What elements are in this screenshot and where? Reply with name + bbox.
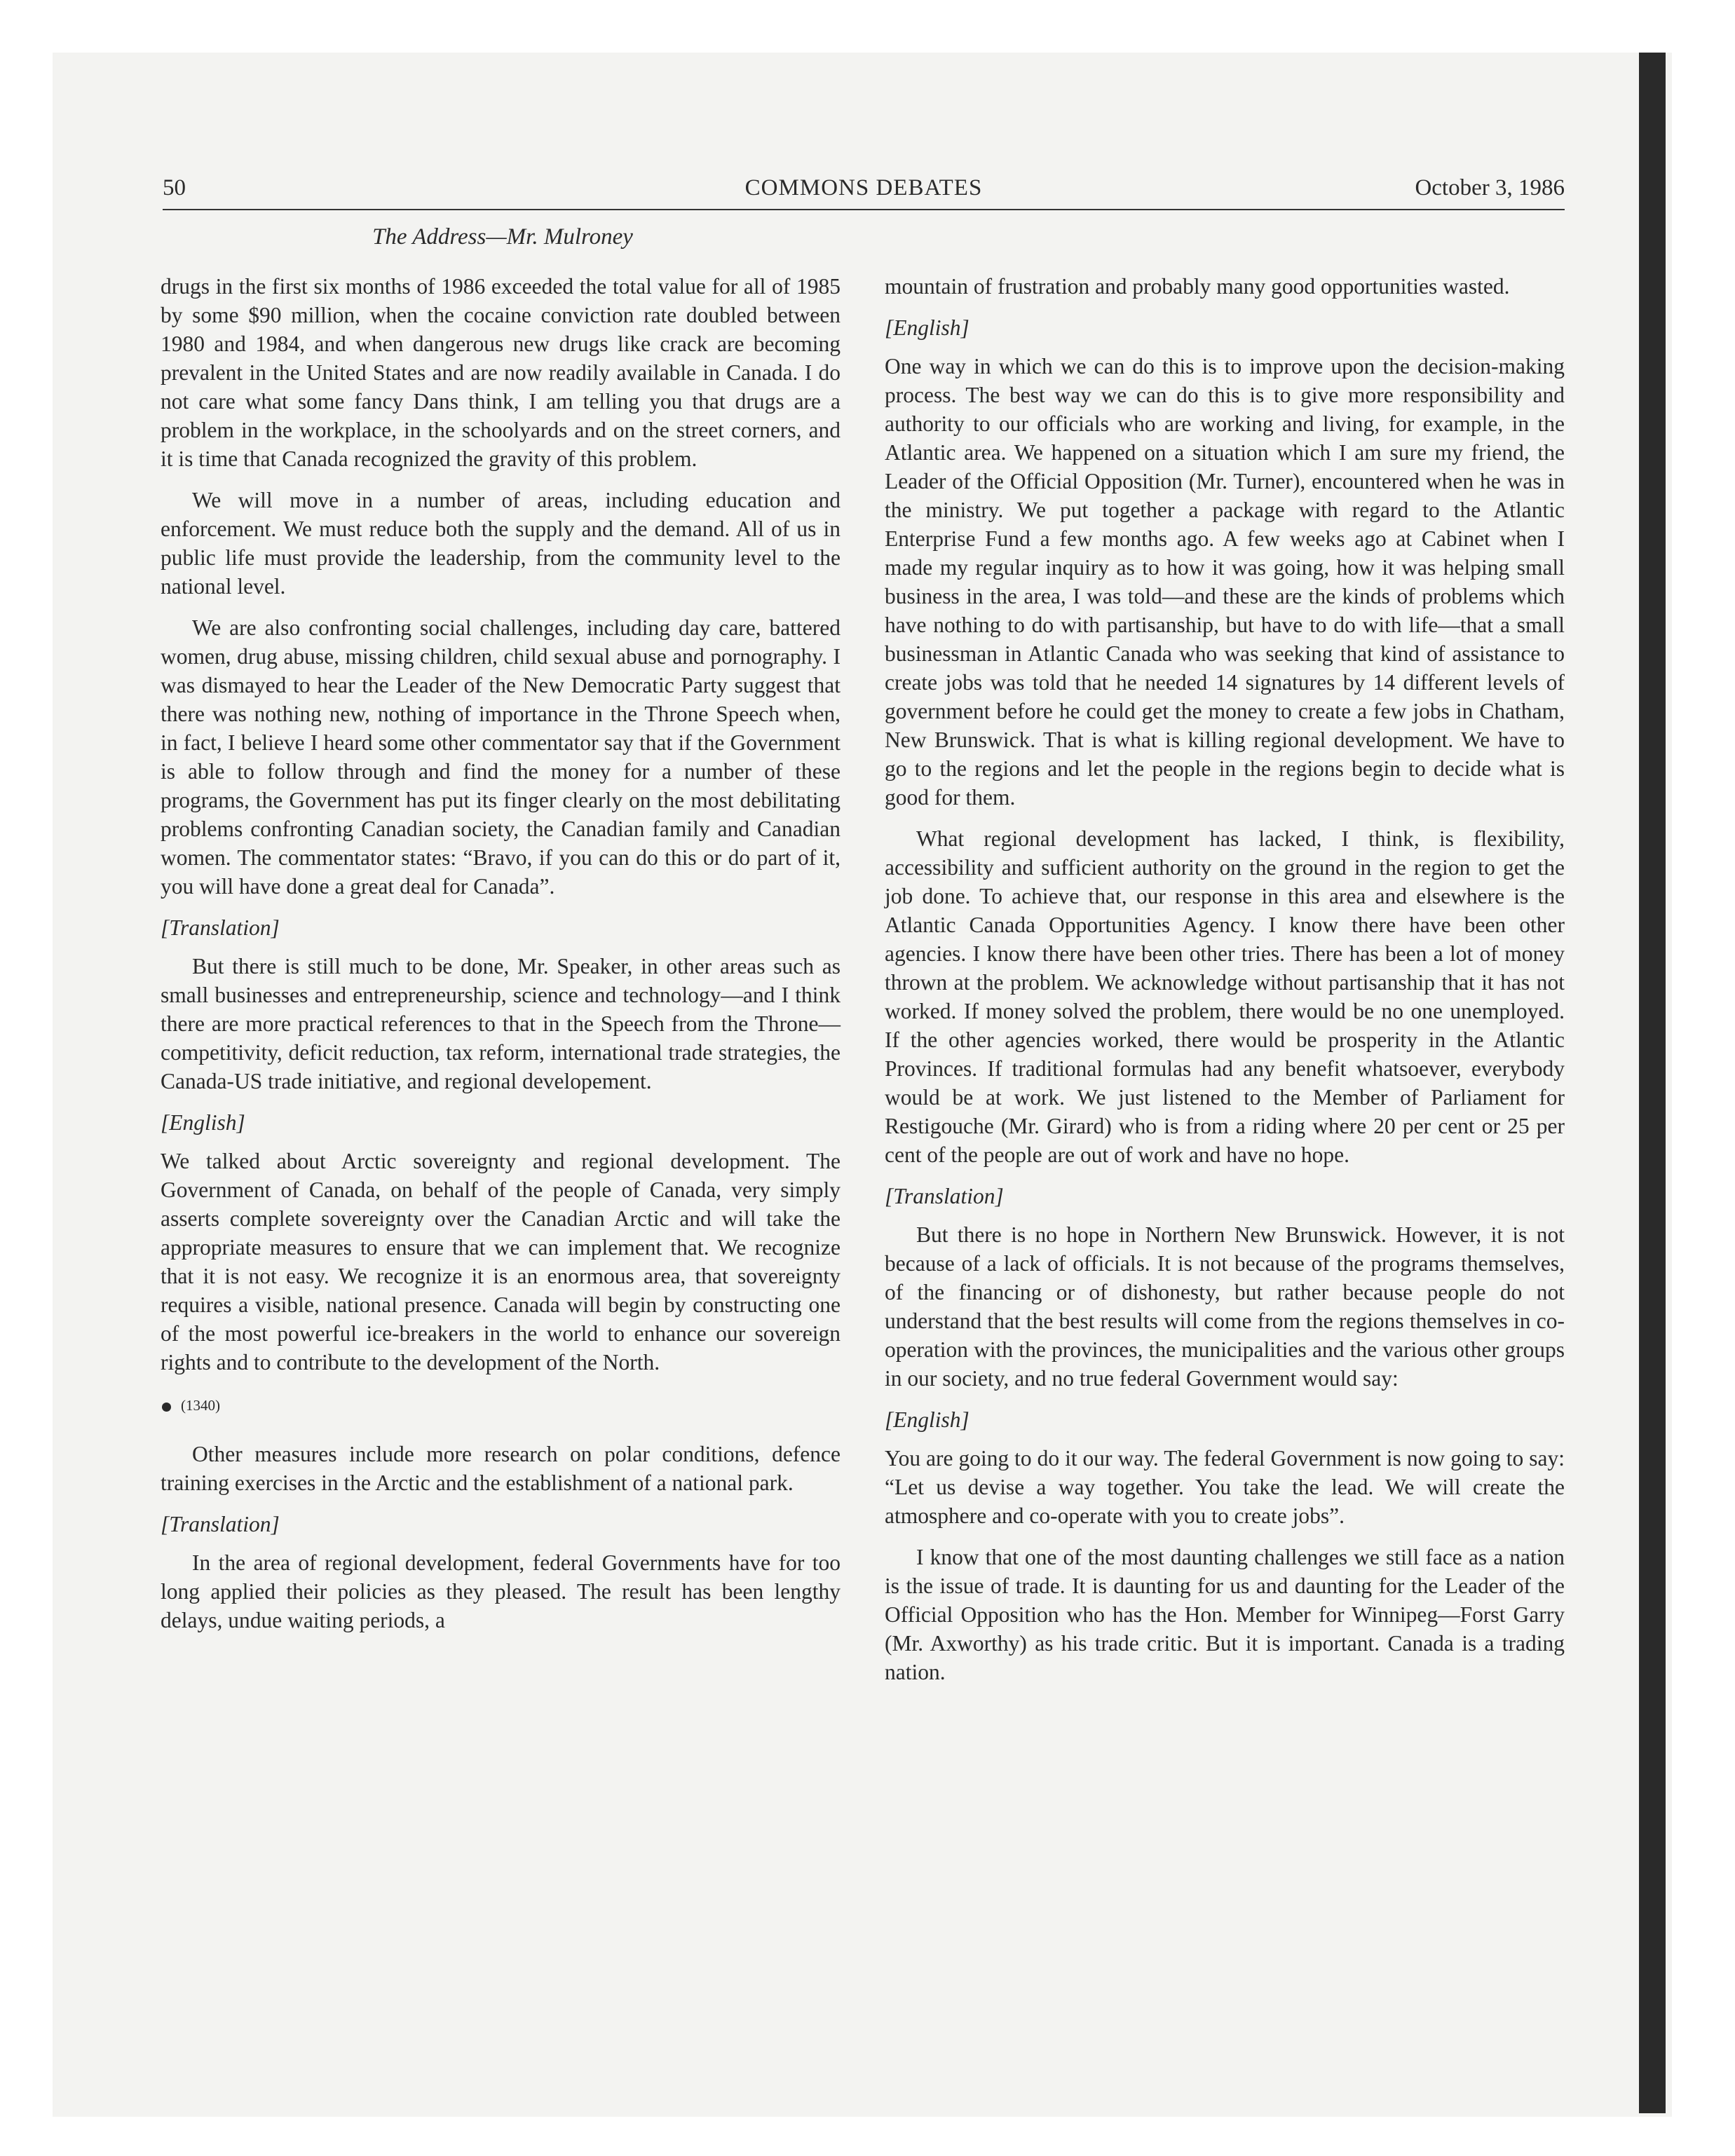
language-marker: [English]	[885, 315, 969, 340]
left-paragraph: Other measures include more research on polar conditions, defence training exercises in the Arctic and the establishment of a national park.	[161, 1442, 841, 1495]
running-head: The Address—Mr. Mulroney	[372, 224, 633, 250]
left-column	[161, 272, 841, 1647]
right-paragraph: One way in which we can do this is to improve upon the decision-making process. The best way we can do this is to give more responsibility and authority to our officials who are working and living, for example, in the Atlantic area. We happened on a situation which I am sure my friend, the Leader of the Official Opposition (Mr. Turner), encountered when he was in the ministry. We put together a package with regard to the Atlantic Enterprise Fund a few months ago. A few weeks ago at Cabinet when I made my regular inquiry as to how it was going, how it was helping small business in the area, I was told—and these are the kinds of problems which have nothing to do with partisanship, but have to do with life—that a small businessman in Atlantic Canada who was seeking that kind of assistance to create jobs was told that he needed 14 signatures by 14 different levels of government before he could get the money to create a few jobs in Chatham, New Brunswick. That is what is killing regional development. We have to go to the regions and let the people in the regions begin to decide what is good for them.	[885, 354, 1565, 810]
page-header	[163, 175, 1565, 212]
binding-edge	[1639, 53, 1666, 2113]
language-marker: [Translation]	[161, 1512, 280, 1536]
right-column	[885, 272, 1565, 1699]
language-marker: [Translation]	[885, 1184, 1004, 1208]
time-stamp	[161, 1395, 841, 1416]
page-date: October 3, 1986	[1415, 175, 1565, 200]
left-paragraph: We talked about Arctic sovereignty and regional development. The Government of Canada, on behalf of the people of Canada, very simply asserts complete sovereignty over the Canadian Arctic and will take the appropriate measures to ensure that we can implement that. We recognize that it is not easy. We recognize it is an enormous area, that sovereignty requires a visible, national presence. Canada will begin by constructing one of the most powerful ice-breakers in the world to enhance our sovereign rights and to contribute to the development of the North.	[161, 1149, 841, 1374]
publication-title: COMMONS DEBATES	[744, 175, 983, 200]
left-paragraph: We are also confronting social challenges, including day care, battered women, drug abuse, missing children, child sexual abuse and pornography. I was dismayed to hear the Leader of the New Democratic Party suggest that there was nothing new, nothing of importance in the Throne Speech when, in fact, I believe I heard some other commentator say that if the Government is able to follow through and find the money for a number of these programs, the Government has put its finger clearly on the most debilitating problems confronting Canadian society, the Canadian family and Canadian women. The commentator states: “Bravo, if you can do this or do part of it, you will have done a great deal for Canada”.	[161, 615, 841, 899]
language-marker: [English]	[885, 1407, 969, 1432]
language-marker: [Translation]	[161, 915, 280, 940]
left-paragraph: But there is still much to be done, Mr. Speaker, in other areas such as small businesses and entrepreneurship, science and technology—and I think there are more practical references to that in the Speech from the Throne—competitivity, deficit reduction, tax reform, international trade strategies, the Canada-US trade initiative, and regional developement.	[161, 954, 841, 1093]
page-number: 50	[163, 175, 186, 200]
right-paragraph: But there is no hope in Northern New Brunswick. However, it is not because of a lack of officials. It is not because of the programs themselves, of the financing or of dishonesty, but rather because people do not understand that the best results will come from the regions themselves in co-operation with the provinces, the municipalities and the various other groups in our society, and no true federal Government would say:	[885, 1222, 1565, 1391]
right-paragraph: What regional development has lacked, I think, is flexibility, accessibility and sufficient authority on the ground in the region to get the job done. To achieve that, our response in this area and elsewhere is the Atlantic Canada Opportunities Agency. I know there have been other agencies. I know there have been other tries. There has been a lot of money thrown at the problem. We acknowledge without partisanship that it has not worked. If money solved the problem, there would be no one unemployed. If the other agencies worked, there would be prosperity in the Atlantic Provinces. If traditional formulas had any benefit whatsoever, everybody would be at work. We just listened to the Member of Parliament for Restigouche (Mr. Girard) who is from a riding where 20 per cent or 25 per cent of the people are out of work and have no hope.	[885, 826, 1565, 1167]
right-paragraph: I know that one of the most daunting challenges we still face as a nation is the issue of trade. It is daunting for us and daunting for the Leader of the Official Opposition who has the Hon. Member for Winnipeg—Forst Garry (Mr. Axworthy) as his trade critic. But it is important. Canada is a trading nation.	[885, 1545, 1565, 1684]
left-paragraph: drugs in the first six months of 1986 exceeded the total value for all of 1985 by some $90 million, when the cocaine conviction rate doubled between 1980 and 1984, and when dangerous new drugs like crack are becoming prevalent in the United States and are now readily available in Canada. I do not care what some fancy Dans think, I am telling you that drugs are a problem in the workplace, in the schoolyards and on the street corners, and it is time that Canada recognized the gravity of this problem.	[161, 274, 841, 471]
bullet-icon	[162, 1403, 171, 1412]
left-paragraph: We will move in a number of areas, including education and enforcement. We must reduce both the supply and the demand. All of us in public life must provide the leadership, from the community level to the national level.	[161, 488, 841, 599]
language-marker: [English]	[161, 1110, 245, 1135]
time-stamp-text: (1340)	[181, 1397, 220, 1414]
right-paragraph: You are going to do it our way. The federal Government is now going to say: “Let us devise a way together. You take the lead. We will create the atmosphere and co-operate with you to create jobs”.	[885, 1446, 1565, 1528]
right-paragraph: mountain of frustration and probably many good opportunities wasted.	[885, 274, 1510, 299]
header-rule	[163, 209, 1565, 210]
left-paragraph: In the area of regional development, federal Governments have for too long applied their policies as they pleased. The result has been lengthy delays, undue waiting periods, a	[161, 1550, 841, 1632]
